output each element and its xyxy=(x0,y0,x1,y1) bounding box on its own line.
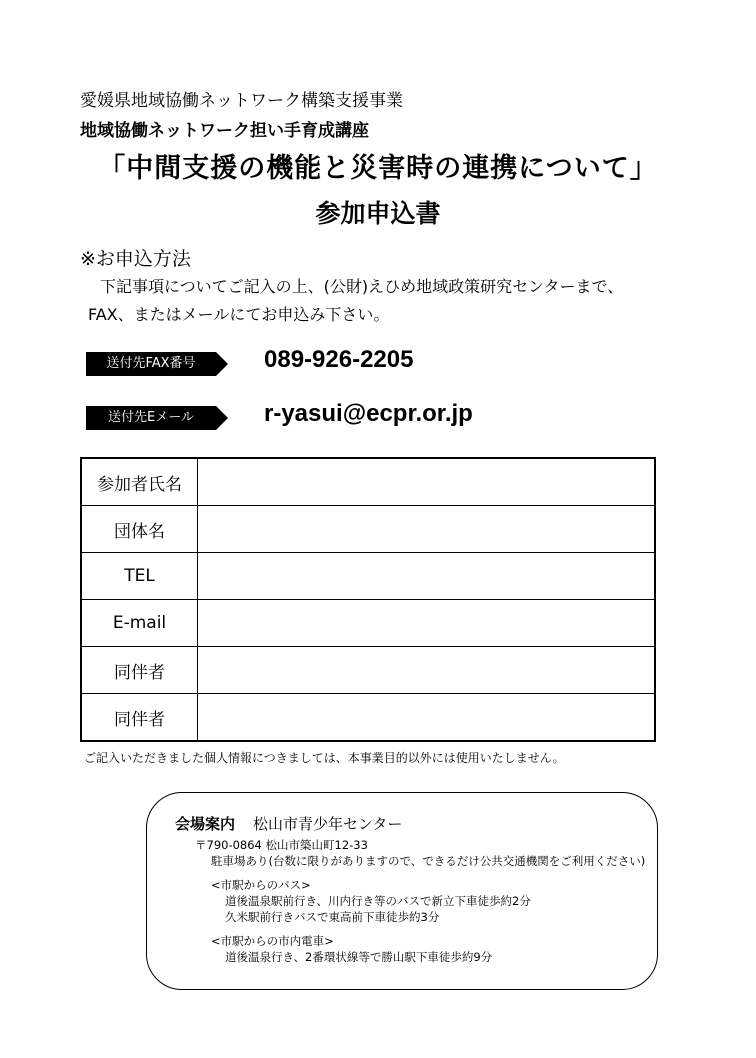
method-line-2: FAX、またはメールにてお申込み下さい。 xyxy=(88,305,390,324)
form-field-tel[interactable] xyxy=(198,553,656,600)
venue-address: 〒790-0864 松山市築山町12-33 xyxy=(195,838,368,852)
form-label-tel: TEL xyxy=(81,553,198,600)
form-label-companion-2: 同伴者 xyxy=(81,694,198,742)
form-label-companion-1: 同伴者 xyxy=(81,647,198,694)
venue-info-box xyxy=(146,792,658,990)
form-field-name[interactable] xyxy=(198,458,656,506)
page-subtitle: 参加申込書 xyxy=(315,199,441,228)
fax-label: 送付先FAX番号 xyxy=(86,352,216,376)
form-label-email: E-mail xyxy=(81,600,198,647)
email-label: 送付先Eメール xyxy=(86,406,216,430)
venue-parking: 駐車場あり(台数に限りがありますので、できるだけ公共交通機関をご利用ください) xyxy=(211,854,646,868)
arrow-right-icon xyxy=(216,352,228,376)
bus-route-1: 道後温泉駅前行き、川内行き等のバスで新立下車徒歩約2分 xyxy=(225,894,531,908)
form-row xyxy=(81,600,655,647)
email-label-tag xyxy=(86,406,236,430)
form-row xyxy=(81,553,655,600)
course-line: 地域協働ネットワーク担い手育成講座 xyxy=(80,121,369,141)
bus-heading: <市駅からのバス> xyxy=(211,878,311,892)
form-field-companion-2[interactable] xyxy=(198,694,656,742)
tram-heading: <市駅からの市内電車> xyxy=(211,934,334,948)
venue-header xyxy=(175,813,402,834)
fax-number: 089-926-2205 xyxy=(264,346,414,373)
email-address[interactable]: r-yasui@ecpr.or.jp xyxy=(264,400,473,427)
method-line-1: 下記事項についてご記入の上、(公財)えひめ地域政策研究センターまで、 xyxy=(100,277,624,296)
form-field-email[interactable] xyxy=(198,600,656,647)
form-row xyxy=(81,694,655,742)
method-heading: ※お申込方法 xyxy=(80,248,191,270)
venue-heading: 会場案内 xyxy=(175,815,236,833)
privacy-note: ご記入いただきました個人情報につきましては、本事業目的以外には使用いたしません。 xyxy=(84,751,565,765)
form-label-organization: 団体名 xyxy=(81,506,198,553)
bus-route-2: 久米駅前行きバスで東高前下車徒歩約3分 xyxy=(225,910,440,924)
form-field-organization[interactable] xyxy=(198,506,656,553)
form-row xyxy=(81,506,655,553)
organization-line: 愛媛県地域協働ネットワーク構築支援事業 xyxy=(80,91,403,111)
tram-route-1: 道後温泉行き、2番環状線等で勝山駅下車徒歩約9分 xyxy=(225,950,493,964)
form-field-companion-1[interactable] xyxy=(198,647,656,694)
arrow-right-icon xyxy=(216,406,228,430)
form-row xyxy=(81,647,655,694)
venue-name: 松山市青少年センター xyxy=(253,815,403,833)
application-form-table xyxy=(80,457,656,742)
form-row xyxy=(81,458,655,506)
page-title: 「中間支援の機能と災害時の連携について」 xyxy=(98,153,658,184)
fax-label-tag xyxy=(86,352,236,376)
form-label-name: 参加者氏名 xyxy=(81,458,198,506)
